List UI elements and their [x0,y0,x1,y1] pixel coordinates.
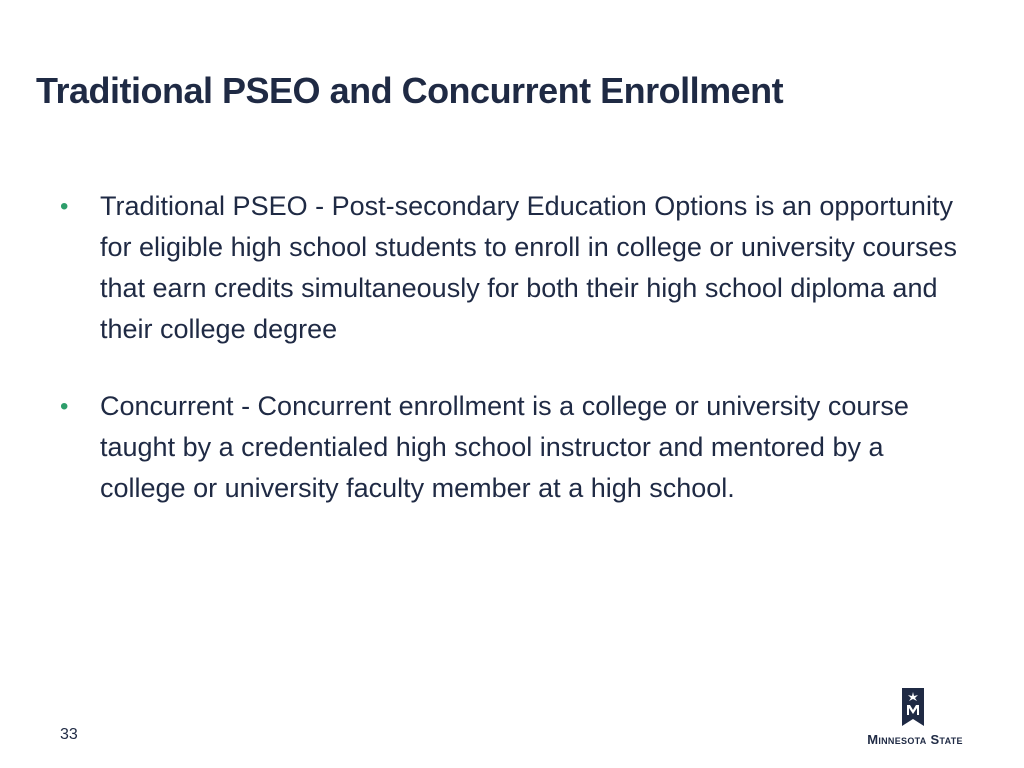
bullet-icon: • [60,393,69,420]
bullet-text: Traditional PSEO - Post-secondary Education Options is an opportunity for eligible high school students to enroll in college or university courses that earn credits simultaneously for both their high school diploma and their college degree [100,191,957,344]
bullet-icon: • [60,193,69,220]
bullet-item [60,186,960,350]
slide-title: Traditional PSEO and Concurrent Enrollment [36,70,784,111]
slide-number: 33 [60,726,78,743]
minnesota-state-logo [850,688,980,750]
bullet-list [60,186,960,545]
bullet-item [60,386,960,509]
bullet-text: Concurrent - Concurrent enrollment is a college or university course taught by a credentialed high school instructor and mentored by a college or university faculty member at a high school. [100,391,909,503]
logo-text: Minnesota State [867,732,963,747]
minnesota-state-star-m-icon [902,688,924,726]
